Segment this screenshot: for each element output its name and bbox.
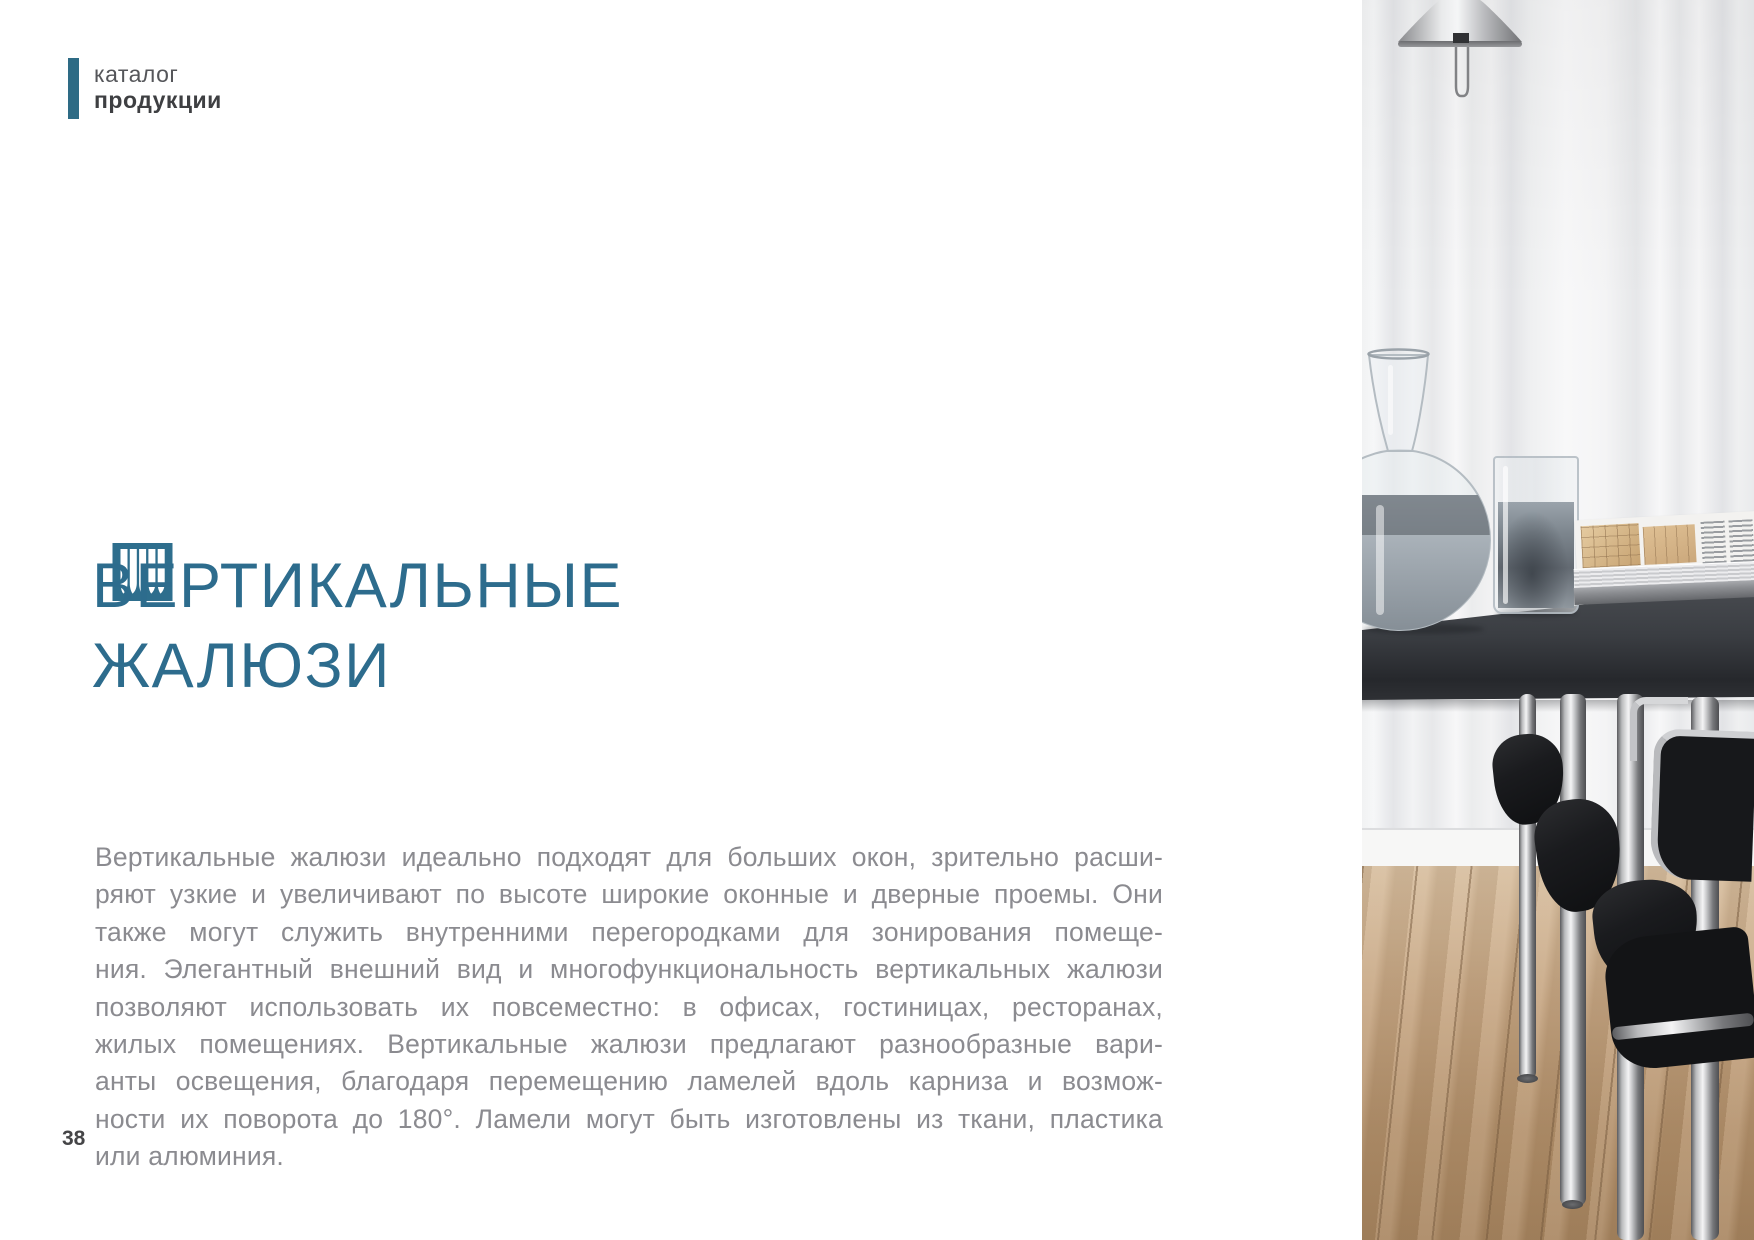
page-title <box>92 546 623 706</box>
body-text-line: ния. Элегантный внешний вид и многофункциональность вертикальных жалюзи <box>95 954 1163 985</box>
body-text-line: ряют узкие и увеличивают по высоте широкие оконные и дверные проемы. Они <box>95 879 1163 910</box>
drinking-glass <box>1493 456 1579 614</box>
water-carafe <box>1362 345 1494 635</box>
office-chair-seat <box>1602 926 1754 1073</box>
chrome-table-leg <box>1560 694 1586 1206</box>
leg-foot <box>1517 1074 1538 1083</box>
interior-photo <box>1362 0 1754 1240</box>
body-text-line: жилых помещениях. Вертикальные жалюзи предлагают разнообразные вари- <box>95 1029 1163 1060</box>
catalog-logo <box>68 58 222 119</box>
leg-foot <box>1562 1200 1583 1209</box>
desk-lamp <box>1398 0 1522 112</box>
magazine-photo <box>1643 524 1697 565</box>
magazine <box>1574 503 1754 609</box>
body-text-line: также могут служить внутренними перегородками для зонирования помеще- <box>95 916 1163 947</box>
body-paragraph <box>95 839 1163 1176</box>
body-text-line: анты освещения, благодаря перемещению ламелей вдоль карниза и возмож- <box>95 1066 1163 1097</box>
body-text-line: Вертикальные жалюзи идеально подходят для больших окон, зрительно расши- <box>95 842 1163 872</box>
office-chair-seat <box>1649 728 1754 881</box>
magazine-text-column <box>1728 519 1754 564</box>
glass-highlight <box>1503 466 1508 604</box>
magazine-photo <box>1581 523 1641 568</box>
page-number: 38 <box>62 1127 86 1150</box>
page-title-line-2: ЖАЛЮЗИ <box>92 631 391 701</box>
body-text-line: или алюминия. <box>95 1141 284 1172</box>
body-text-line: ности их поворота до 180°. Ламели могут быть изготовлены из ткани, пластика <box>95 1103 1163 1134</box>
logo-line-2: продукции <box>94 87 222 113</box>
page-title-line-1: ВЕРТИКАЛЬНЫЕ <box>92 551 624 621</box>
magazine-text-column <box>1700 521 1726 566</box>
body-text-line: позволяют использовать их повсеместно: в офисах, гостиницах, ресторанах, <box>95 991 1163 1022</box>
glass-water <box>1498 502 1574 608</box>
logo-line-1: каталог <box>94 61 179 87</box>
logo-accent-bar <box>68 58 79 119</box>
logo-text <box>94 61 222 113</box>
